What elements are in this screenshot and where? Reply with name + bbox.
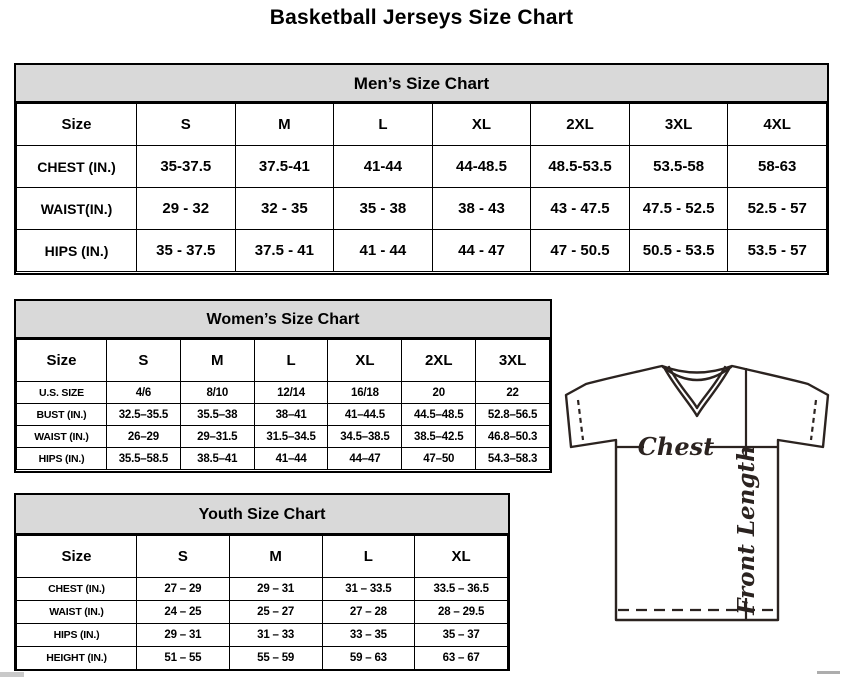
size-column-header: L [322,536,415,578]
size-column-header: 4XL [728,104,827,146]
data-cell: 54.3–58.3 [476,448,550,470]
data-cell: 53.5-58 [629,146,728,188]
table-row [17,624,508,647]
womens-table-title: Women’s Size Chart [16,301,550,339]
data-cell: 29 – 31 [137,624,230,647]
jersey-diagram-icon [556,360,838,672]
row-label: WAIST(IN.) [17,188,137,230]
table-row [17,188,827,230]
mens-size-table [16,103,827,272]
data-cell: 34.5–38.5 [328,426,402,448]
size-column-header: S [137,536,230,578]
data-cell: 52.8–56.5 [476,404,550,426]
row-label: BUST (IN.) [17,404,107,426]
data-cell: 32 - 35 [235,188,334,230]
data-cell: 32.5–35.5 [107,404,181,426]
size-label-header: Size [17,536,137,578]
size-column-header: XL [432,104,531,146]
data-cell: 27 – 29 [137,578,230,601]
data-cell: 53.5 - 57 [728,230,827,272]
data-cell: 38.5–41 [180,448,254,470]
data-cell: 4/6 [107,382,181,404]
data-cell: 48.5-53.5 [531,146,630,188]
data-cell: 47.5 - 52.5 [629,188,728,230]
data-cell: 25 – 27 [229,601,322,624]
jersey-measurement-diagram [556,360,838,672]
data-cell: 38–41 [254,404,328,426]
size-column-header: XL [415,536,508,578]
jersey-outline [566,366,828,620]
data-cell: 37.5 - 41 [235,230,334,272]
data-cell: 44.5–48.5 [402,404,476,426]
row-label: WAIST (IN.) [17,426,107,448]
size-column-header: 3XL [476,340,550,382]
size-label-header: Size [17,104,137,146]
size-column-header: 2XL [402,340,476,382]
data-cell: 24 – 25 [137,601,230,624]
table-row [17,382,550,404]
size-column-header: M [229,536,322,578]
row-label: CHEST (IN.) [17,578,137,601]
data-cell: 31 – 33.5 [322,578,415,601]
table-row [17,404,550,426]
size-column-header: M [235,104,334,146]
table-row [17,426,550,448]
size-column-header: S [137,104,236,146]
front-length-label: Front Length [733,445,760,615]
data-cell: 51 – 55 [137,647,230,670]
data-cell: 35.5–38 [180,404,254,426]
data-cell: 35 - 38 [334,188,433,230]
row-label: HIPS (IN.) [17,624,137,647]
table-row [17,448,550,470]
data-cell: 8/10 [180,382,254,404]
header-row [17,536,508,578]
size-column-header: 3XL [629,104,728,146]
table-row [17,578,508,601]
youth-size-table [16,535,508,670]
data-cell: 59 – 63 [322,647,415,670]
data-cell: 43 - 47.5 [531,188,630,230]
table-row [17,230,827,272]
row-label: CHEST (IN.) [17,146,137,188]
data-cell: 41–44 [254,448,328,470]
data-cell: 29–31.5 [180,426,254,448]
size-column-header: S [107,340,181,382]
table-row [17,647,508,670]
data-cell: 47 - 50.5 [531,230,630,272]
data-cell: 26–29 [107,426,181,448]
chest-label: Chest [637,432,715,461]
mens-size-chart-section [14,63,829,275]
data-cell: 46.8–50.3 [476,426,550,448]
data-cell: 47–50 [402,448,476,470]
data-cell: 31.5–34.5 [254,426,328,448]
data-cell: 22 [476,382,550,404]
data-cell: 35-37.5 [137,146,236,188]
data-cell: 44–47 [328,448,402,470]
data-cell: 12/14 [254,382,328,404]
row-label: U.S. SIZE [17,382,107,404]
size-column-header: L [254,340,328,382]
data-cell: 44-48.5 [432,146,531,188]
size-column-header: 2XL [531,104,630,146]
data-cell: 35 – 37 [415,624,508,647]
data-cell: 41-44 [334,146,433,188]
data-cell: 31 – 33 [229,624,322,647]
data-cell: 41–44.5 [328,404,402,426]
data-cell: 58-63 [728,146,827,188]
data-cell: 29 – 31 [229,578,322,601]
size-column-header: L [334,104,433,146]
data-cell: 44 - 47 [432,230,531,272]
data-cell: 35 - 37.5 [137,230,236,272]
youth-table-title: Youth Size Chart [16,495,508,535]
data-cell: 16/18 [328,382,402,404]
page-title: Basketball Jerseys Size Chart [269,6,574,29]
scrollbar-fragment-left[interactable] [0,672,24,677]
row-label: HIPS (IN.) [17,448,107,470]
womens-size-table [16,339,550,470]
data-cell: 38.5–42.5 [402,426,476,448]
data-cell: 41 - 44 [334,230,433,272]
data-cell: 20 [402,382,476,404]
data-cell: 27 – 28 [322,601,415,624]
table-row [17,601,508,624]
mens-table-title: Men’s Size Chart [16,65,827,103]
womens-size-chart-section [14,299,552,473]
row-label: HIPS (IN.) [17,230,137,272]
row-label: HEIGHT (IN.) [17,647,137,670]
data-cell: 38 - 43 [432,188,531,230]
data-cell: 29 - 32 [137,188,236,230]
data-cell: 63 – 67 [415,647,508,670]
size-label-header: Size [17,340,107,382]
size-column-header: XL [328,340,402,382]
data-cell: 35.5–58.5 [107,448,181,470]
data-cell: 55 – 59 [229,647,322,670]
data-cell: 52.5 - 57 [728,188,827,230]
data-cell: 33 – 35 [322,624,415,647]
header-row [17,104,827,146]
row-label: WAIST (IN.) [17,601,137,624]
scrollbar-fragment-right[interactable] [817,671,840,674]
header-row [17,340,550,382]
data-cell: 28 – 29.5 [415,601,508,624]
data-cell: 37.5-41 [235,146,334,188]
table-row [17,146,827,188]
youth-size-chart-section [14,493,510,671]
data-cell: 50.5 - 53.5 [629,230,728,272]
data-cell: 33.5 – 36.5 [415,578,508,601]
size-column-header: M [180,340,254,382]
